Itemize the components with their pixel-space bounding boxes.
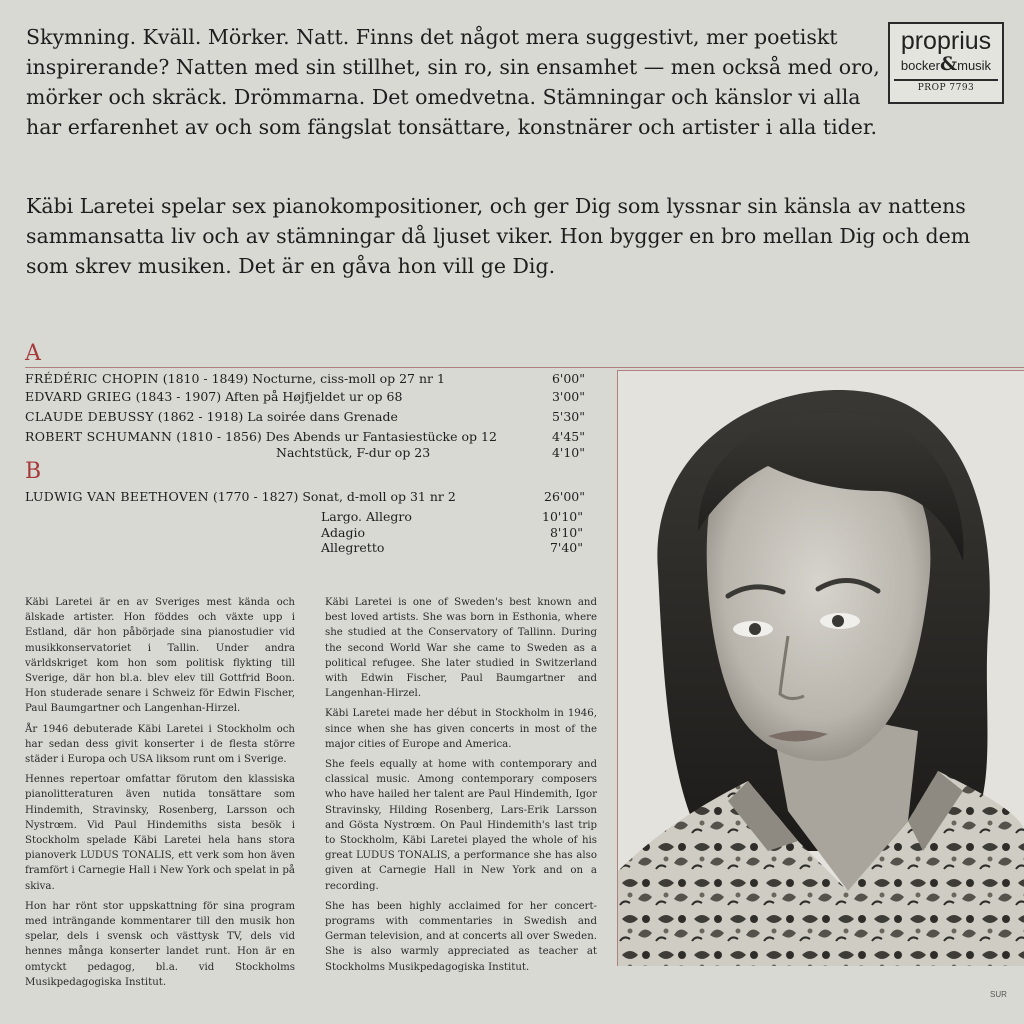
track-duration: 4'45" — [551, 429, 585, 444]
track-duration: 6'00" — [551, 371, 585, 386]
biography-swedish — [25, 595, 295, 995]
track-row — [25, 489, 585, 505]
track-duration: 5'30" — [551, 409, 585, 424]
side-a-label: A — [25, 341, 41, 366]
track-work: Aften på Højfjeldet ur op 68 — [225, 389, 403, 404]
track-years: (1862 - 1918) — [157, 409, 244, 424]
side-b-label: B — [25, 459, 42, 484]
track-composer: ROBERT SCHUMANN — [25, 429, 173, 444]
movement-row — [321, 525, 583, 540]
track-composer: CLAUDE DEBUSSY — [25, 409, 154, 424]
catalog-number: PROP 7793 — [894, 79, 998, 93]
logo-ampersand: & — [939, 53, 958, 75]
track-work: Des Abends ur Fantasiestücke op 12 — [265, 429, 497, 444]
track-years: (1770 - 1827) — [212, 489, 299, 504]
bio-paragraph: She has been highly acclaimed for her concert-programs with commentaries in Swedish and German television, and at concerts all over Sweden. She is also warmly appreciated as teacher at Stockholms Musikpedagogiska Institut. — [325, 900, 597, 973]
bio-paragraph: Käbi Laretei är en av Sveriges mest kända och älskade artister. Hon föddes och växte upp i Estland, där hon påbörjade sina pianostudier vid musikkonservatoriet i Tallin. Under andra världskriget kom hon som politisk flykting till Sverige, där hon bl.a. blev elev till Gottfrid Boon. Hon studerade senare i Schweiz för Edwin Fischer, Paul Baumgartner och Langenhan-Hirzel. — [25, 597, 295, 715]
movement-duration: 10'10" — [542, 509, 583, 524]
track-row — [25, 409, 585, 425]
bio-paragraph: År 1946 debuterade Käbi Laretei i Stockholm och har sedan dess givit konserter i de flesta större städer i Europa och USA liksom runt om i Sverige. — [25, 723, 295, 766]
track-row — [25, 371, 585, 387]
track-composer: FRÉDÉRIC CHOPIN — [25, 371, 159, 386]
portrait-illustration — [618, 371, 1024, 966]
bio-paragraph: She feels equally at home with contemporary and classical music. Among contemporary composers who have hailed her talent are Paul Hindemith, Igor Stravinsky, Hilding Rosenberg, Lars-Erik Larsson and Gösta Nystrœm. On Paul Hindemith's last trip to Stockholm, Käbi Laretei played the whole of his great LUDUS TONALIS, a performance she has also given at Carnegie Hall in New York and on a recording. — [325, 759, 597, 892]
logo-sub-left: bocker — [900, 58, 940, 73]
movement-duration: 8'10" — [549, 525, 583, 540]
track-row — [25, 445, 585, 461]
track-duration: 26'00" — [544, 489, 585, 504]
movement-name: Allegretto — [321, 540, 385, 555]
movement-duration: 7'40" — [549, 540, 583, 555]
label-logo — [888, 22, 1004, 104]
bio-paragraph: Käbi Laretei is one of Sweden's best known and best loved artists. She was born in Esthonia, where she studied at the Conservatory of Tallinn. During the second World War she came to Sweden as a political refugee. She later studied in Switzerland with Edwin Fischer, Paul Baumgartner and Langenhan-Hirzel. — [325, 597, 597, 700]
track-work: Nocturne, ciss-moll op 27 nr 1 — [252, 371, 445, 386]
track-work: Sonat, d-moll op 31 nr 2 — [302, 489, 456, 504]
logo-subtitle — [890, 53, 1002, 75]
bio-paragraph: Hon har rönt stor uppskattning för sina program med inträngande kommentarer till den musik hon spelar, dels i svensk och västtysk TV, dels vid hennes många konserter landet runt. Hon är en omtyckt pedagog, bl.a. vid Stockholms Musikpedagogiska Institut. — [25, 900, 295, 988]
track-composer: LUDWIG VAN BEETHOVEN — [25, 489, 209, 504]
track-row — [25, 389, 585, 405]
track-years: (1810 - 1856) — [176, 429, 262, 444]
track-row — [25, 429, 585, 445]
corner-mark: SUR — [990, 990, 1007, 999]
intro-paragraph-2: Käbi Laretei spelar sex pianokompositioner, och ger Dig som lyssnar sin känsla av nattens sammansatta liv och av stämningar då ljuset viker. Hon bygger en bro mellan Dig och dem som skrev musiken. Det är en gåva hon vill ge Dig. — [26, 194, 971, 278]
divider-line — [25, 367, 1024, 368]
track-years: (1810 - 1849) — [162, 371, 249, 386]
intro-paragraph-1: Skymning. Kväll. Mörker. Natt. Finns det något mera suggestivt, mer poetiskt inspirerande? Natten med sin stillhet, sin ro, sin ensamhet — men också med oro, mörker och skräck. Drömmarna. Det omedvetna. Stämningar och känslor vi alla har erfarenhet av och som fängslat tonsättare, konstnärer och artister i alla tider. — [26, 25, 880, 139]
bio-paragraph: Käbi Laretei made her début in Stockholm in 1946, since when she has given concerts in most of the major cities of Europe and America. — [325, 708, 597, 750]
logo-brand: proprius — [900, 27, 992, 55]
movement-row — [321, 509, 583, 524]
track-work: Nachtstück, F-dur op 23 — [276, 445, 431, 460]
biography-english — [325, 595, 597, 980]
movement-row — [321, 540, 583, 555]
movement-name: Largo. Allegro — [321, 509, 412, 524]
portrait-photo — [617, 370, 1024, 966]
track-years: (1843 - 1907) — [135, 389, 222, 404]
track-composer: EDVARD GRIEG — [25, 389, 132, 404]
movement-name: Adagio — [321, 525, 366, 540]
track-duration: 4'10" — [551, 445, 585, 460]
track-duration: 3'00" — [551, 389, 585, 404]
track-work: La soirée dans Grenade — [247, 409, 398, 424]
logo-sub-right: musik — [957, 58, 992, 73]
bio-paragraph: Hennes repertoar omfattar förutom den klassiska pianolitteraturen även nutida tonsättare som Hindemith, Stravinsky, Rosenberg, Larsson och Nystrœm. Vid Paul Hindemiths sista besök i Stockholm spelade Käbi Laretei hela hans stora pianoverk LUDUS TONALIS, ett verk som hon även framfört i Carnegie Hall i New York och spelat in på skiva. — [25, 774, 295, 892]
